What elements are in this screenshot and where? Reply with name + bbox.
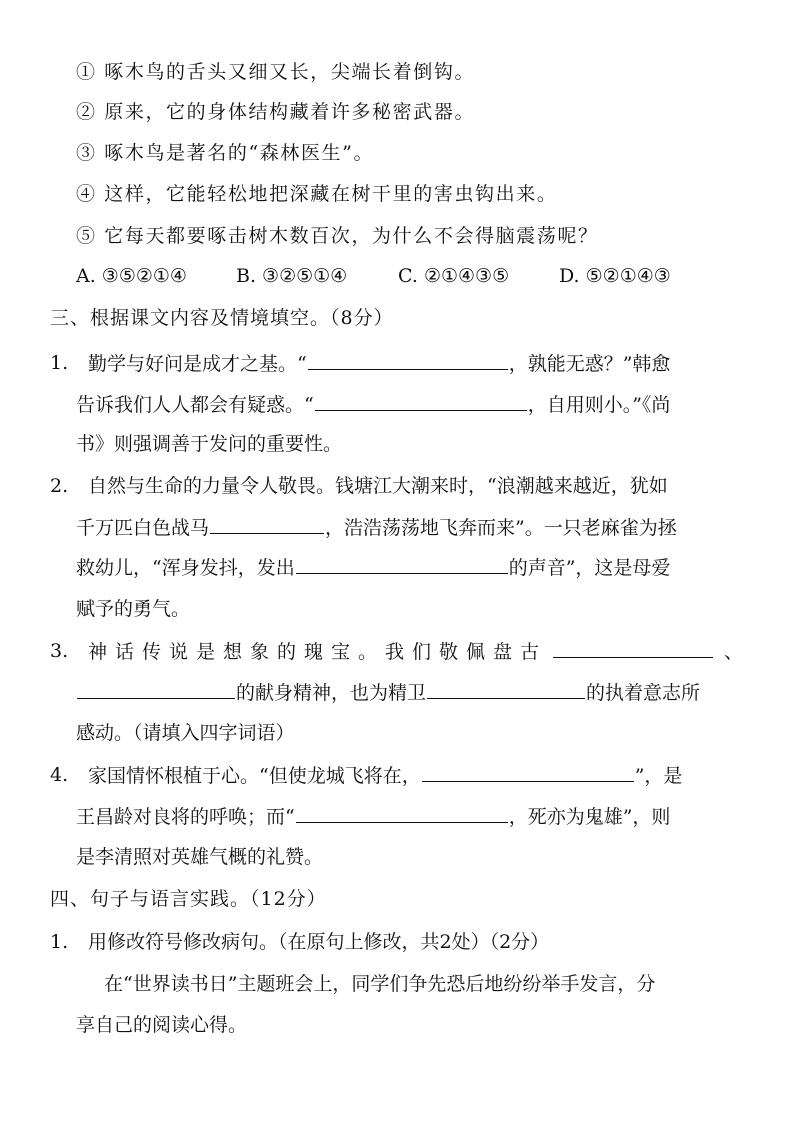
q1-line1	[88, 351, 670, 375]
q3-text-c: 的执着意志所	[586, 682, 701, 704]
option-c: C. ②①④③⑤	[398, 265, 510, 287]
q4-text-a: 家国情怀根植于心。“但使龙城飞将在，	[88, 765, 421, 787]
q4-number: 4.	[50, 764, 69, 786]
q1-blank-1[interactable]	[308, 351, 508, 370]
sentence-4: ④ 这样，它能轻松地把深藏在树干里的害虫钩出来。	[76, 183, 558, 205]
q1-number: 1.	[50, 352, 69, 374]
q3-text-end: 、	[724, 641, 744, 663]
q3-text-b: 的献身精神，也为精卫	[236, 682, 427, 704]
q4-blank-2[interactable]	[296, 804, 508, 823]
q2-blank-2[interactable]	[296, 555, 508, 574]
q2-line1: 自然与生命的力量令人敬畏。钱塘江大潮来时，“浪潮越来越近，犹如	[88, 475, 668, 497]
q3-line2	[76, 680, 700, 704]
q2-text-a: 千万匹白色战马	[76, 517, 210, 539]
q1-text-c: 告诉我们人人都会有疑惑。“	[76, 394, 314, 416]
q2-text-c: 救幼儿，“浑身发抖，发出	[76, 557, 295, 579]
option-a: A. ③⑤②①④	[76, 265, 187, 287]
q1-line3: 书》则强调善于发问的重要性。	[76, 433, 343, 455]
s4-q1-sentence-line2: 享自己的阅读心得。	[76, 1014, 248, 1036]
q1-blank-2[interactable]	[315, 392, 527, 411]
q3-number: 3.	[50, 640, 69, 662]
q4-text-c: 王昌龄对良将的呼唤；而“	[76, 806, 295, 828]
option-d: D. ⑤②①④③	[559, 265, 671, 287]
q3-blank-2[interactable]	[77, 680, 235, 699]
q3-text-a: 神话传说是想象的瑰宝。我们敬佩盘古	[88, 641, 548, 663]
q4-blank-1[interactable]	[422, 763, 634, 782]
s4-q1-number: 1.	[50, 931, 69, 953]
q1-text-d: ，自用则小。”《尚	[527, 394, 671, 416]
q1-text-b: ，孰能无惑？”韩愈	[508, 353, 671, 375]
q3-line1	[88, 639, 743, 663]
section3-heading: 三、根据课文内容及情境填空。（8分）	[50, 307, 394, 329]
q4-line3: 是李清照对英雄气概的礼赞。	[76, 846, 324, 868]
sentence-3: ③ 啄木鸟是著名的“森林医生”。	[76, 142, 375, 164]
q2-line4: 赋予的勇气。	[76, 598, 191, 620]
q4-line1	[88, 763, 682, 787]
q2-line2	[76, 515, 677, 539]
q2-blank-1[interactable]	[210, 515, 324, 534]
q4-text-d: ，死亦为鬼雄”，则	[508, 806, 671, 828]
q1-text-a: 勤学与好问是成才之基。“	[88, 353, 307, 375]
q2-line3	[76, 555, 670, 579]
q4-line2	[76, 804, 670, 828]
q3-blank-3[interactable]	[427, 680, 585, 699]
q2-text-d: 的声音”，这是母爱	[508, 557, 671, 579]
q4-text-b: ”，是	[634, 765, 683, 787]
q1-line2	[76, 392, 670, 416]
q3-blank-1[interactable]	[553, 639, 713, 658]
q2-number: 2.	[50, 475, 69, 497]
section4-heading: 四、句子与语言实践。（12分）	[50, 888, 327, 910]
q2-text-b: ，浩浩荡荡地飞奔而来”。一只老麻雀为拯	[325, 517, 677, 539]
sentence-2: ② 原来，它的身体结构藏着许多秘密武器。	[76, 101, 476, 123]
sentence-5: ⑤ 它每天都要啄击树木数百次，为什么不会得脑震荡呢？	[76, 225, 599, 247]
sentence-1: ① 啄木鸟的舌头又细又长，尖端长着倒钩。	[76, 61, 476, 83]
s4-q1-sentence-line1: 在“世界读书日”主题班会上，同学们争先恐后地纷纷举手发言，分	[104, 973, 656, 995]
q3-line3: 感动。（请填入四字词语）	[76, 722, 295, 744]
option-b: B. ③②⑤①④	[236, 265, 348, 287]
s4-q1-prompt: 用修改符号修改病句。（在原句上修改，共2处）（2分）	[88, 931, 550, 953]
